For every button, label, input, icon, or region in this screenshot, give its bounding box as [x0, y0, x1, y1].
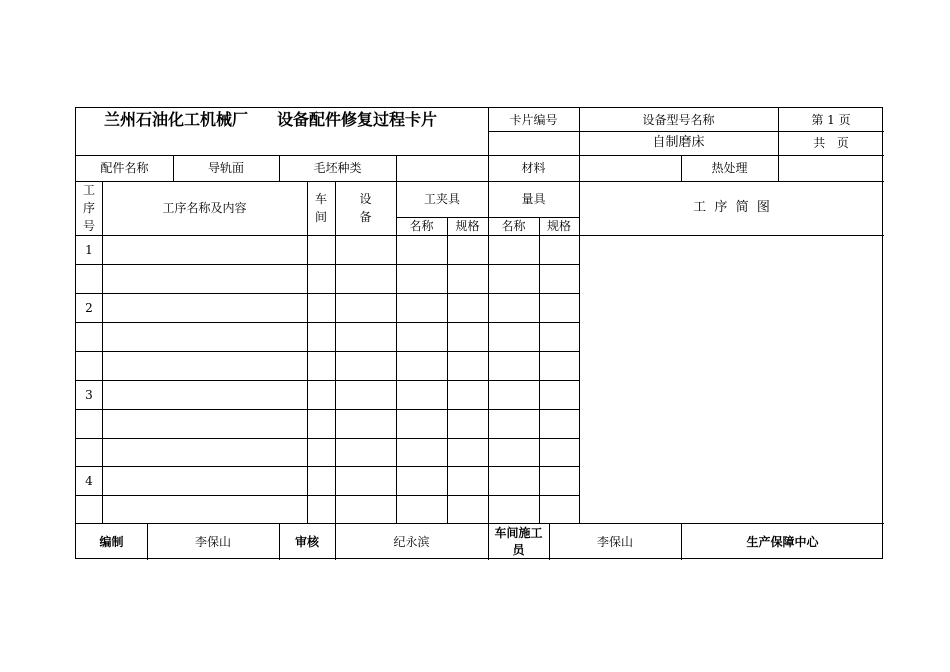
step-number: 1 — [85, 242, 93, 257]
step-number: 2 — [85, 300, 93, 315]
equipment-char: 备 — [359, 210, 372, 224]
total-pages: 共 页 — [813, 136, 849, 150]
equip-model-value: 自制磨床 — [652, 135, 705, 150]
editor-value: 李保山 — [194, 534, 231, 549]
equipment-header — [335, 181, 396, 235]
workshop-char: 间 — [314, 210, 327, 224]
repair-process-card — [75, 107, 883, 559]
blank-type-label: 毛坯种类 — [313, 161, 362, 175]
fixture-name-header: 名称 — [409, 219, 434, 233]
workshop-header — [307, 181, 335, 235]
department-name: 生产保障中心 — [746, 534, 819, 549]
step-number: 4 — [85, 473, 93, 488]
editor-label: 编制 — [99, 534, 124, 549]
card-title: 设备配件修复过程卡片 — [276, 109, 437, 129]
part-name-value: 导轨面 — [207, 161, 244, 175]
gauge-name-header: 名称 — [501, 219, 526, 233]
card-no-label: 卡片编号 — [509, 112, 558, 127]
step-no-header — [76, 181, 102, 235]
step-number: 3 — [85, 387, 93, 402]
equipment-char: 设 — [359, 192, 372, 206]
gauge-spec-header: 规格 — [546, 219, 571, 233]
heat-treat-label: 热处理 — [711, 161, 748, 175]
factory-name: 兰州石油化工机械厂 — [103, 109, 248, 129]
step-no-char: 工 — [82, 183, 95, 197]
gauge-header: 量具 — [521, 192, 546, 206]
part-name-label: 配件名称 — [100, 161, 149, 175]
reviewer-label: 审核 — [294, 534, 319, 549]
workshop-char: 车 — [314, 192, 327, 206]
material-label: 材料 — [521, 161, 546, 175]
sketch-header: 工 序 简 图 — [693, 200, 770, 215]
fixture-spec-header: 规格 — [455, 219, 480, 233]
worker-value: 李保山 — [596, 534, 633, 549]
worker-label: 车间施工员 — [494, 525, 543, 557]
step-content-header: 工序名称及内容 — [162, 201, 247, 215]
reviewer-value: 纪永滨 — [393, 534, 430, 549]
fixture-header: 工夹具 — [423, 192, 460, 206]
page-number: 第 1 页 — [811, 112, 851, 127]
step-no-char: 号 — [82, 219, 95, 233]
sketch-area — [580, 236, 884, 523]
equip-model-label: 设备型号名称 — [642, 112, 715, 127]
step-no-char: 序 — [82, 201, 95, 215]
